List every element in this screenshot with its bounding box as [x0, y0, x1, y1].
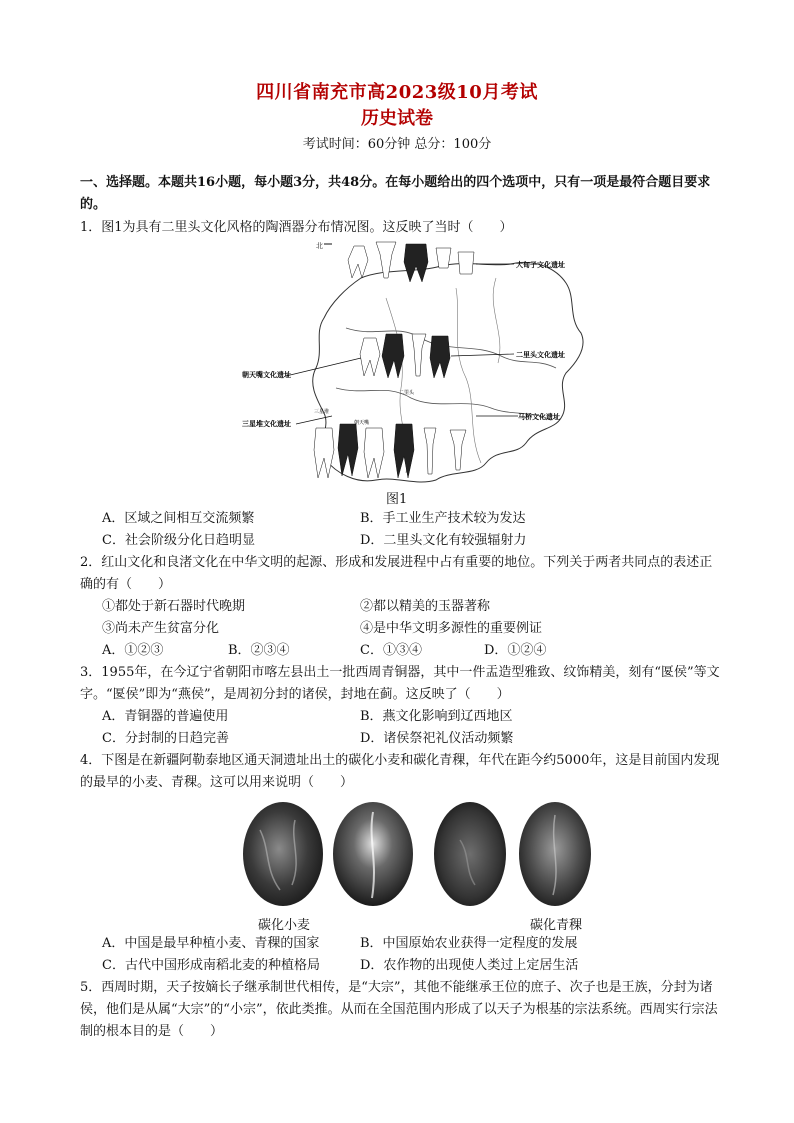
barley-caption: 碳化青稞: [530, 918, 583, 933]
q1-option-b[interactable]: B．手工业生产技术较为发达: [360, 511, 526, 526]
question-2-stem: 2．红山文化和良渚文化在中华文明的起源、形成和发展进程中占有重要的地位。下列关于两者共同点的表述正确的有（ ）: [80, 555, 713, 592]
label-maqiao-site: 马桥文化遗址: [518, 412, 560, 421]
q2-item-3: ③尚未产生贫富分化: [102, 621, 220, 636]
figure-1-map: [236, 238, 596, 486]
q2-option-c[interactable]: C．①③④: [360, 643, 422, 658]
exam-title: 四川省南充市高2023级10月考试: [256, 82, 538, 103]
question-5-stem: 5．西周时期，天子按嫡长子继承制世代相传，是“大宗”，其他不能继承王位的庶子、次子也是王族，分封为诸侯，他们是从属“大宗”的“小宗”，依此类推。从而在全国范围内形成了以天子为根基的宗法系统。西周实行宗法制的根本目的是（ ）: [80, 980, 718, 1039]
q2-option-a[interactable]: A．①②③: [102, 643, 164, 658]
question-1-stem: 1．图1为具有二里头文化风格的陶酒器分布情况图。这反映了当时（ ）: [80, 220, 513, 235]
label-sanxingdui-site: 三星堆文化遗址: [242, 419, 291, 428]
q4-option-b[interactable]: B．中国原始农业获得一定程度的发展: [360, 936, 578, 951]
q2-option-d[interactable]: D．①②④: [484, 643, 547, 658]
figure-1-caption: 图1: [386, 492, 408, 507]
q2-item-1: ①都处于新石器时代晚期: [102, 599, 246, 614]
wheat-grain-2: [330, 800, 416, 908]
label-sanxingdui: 三星堆: [314, 409, 330, 415]
q2-item-4: ④是中华文明多源性的重要例证: [360, 621, 543, 636]
question-3-stem: 3．1955年，在今辽宁省朝阳市喀左县出土一批西周青铜器，其中一件盂造型雅致、纹饰精美，刻有“匽侯”等文字。“匽侯”即为“燕侯”，是周初分封的诸侯，封地在蓟。这反映了（ ）: [80, 665, 720, 702]
q3-option-c[interactable]: C．分封制的日趋完善: [102, 731, 229, 746]
q2-item-2: ②都以精美的玉器著称: [360, 599, 491, 614]
label-erlitou: 二里头: [399, 390, 415, 396]
question-4-stem: 4．下图是在新疆阿勒泰地区通天洞遗址出土的碳化小麦和碳化青稞，年代在距今约5000年，这是目前国内发现的最早的小麦、青稞。这可以用来说明（ ）: [80, 753, 720, 790]
q1-option-a[interactable]: A．区域之间相互交流频繁: [102, 511, 255, 526]
barley-grain-1: [430, 800, 510, 908]
label-erlitou-site: 二里头文化遗址: [516, 350, 565, 359]
north-label: 北: [316, 242, 323, 250]
exam-meta: 考试时间：60分钟 总分：100分: [302, 137, 492, 152]
q1-option-c[interactable]: C．社会阶级分化日趋明显: [102, 533, 255, 548]
q3-option-d[interactable]: D．诸侯祭祀礼仪活动频繁: [360, 731, 514, 746]
q4-option-d[interactable]: D．农作物的出现使人类过上定居生活: [360, 958, 579, 973]
exam-subtitle: 历史试卷: [361, 108, 433, 129]
q2-option-b[interactable]: B．②③④: [228, 643, 290, 658]
q3-option-a[interactable]: A．青铜器的普遍使用: [102, 709, 229, 724]
wheat-caption: 碳化小麦: [258, 918, 311, 933]
label-chaotianzui: 朝天嘴: [354, 420, 370, 426]
label-chaotianzui-site: 朝天嘴文化遗址: [242, 370, 291, 379]
barley-grain-2: [515, 800, 595, 908]
section-heading: 一、选择题。本题共16小题，每小题3分，共48分。在每小题给出的四个选项中，只有一项是最符合题目要求的。: [80, 175, 711, 212]
q1-option-d[interactable]: D．二里头文化有较强辐射力: [360, 533, 527, 548]
wheat-grain-1: [240, 800, 326, 908]
q4-option-c[interactable]: C．古代中国形成南稻北麦的种植格局: [102, 958, 320, 973]
label-dadianzi: 大甸子文化遗址: [516, 260, 565, 269]
q3-option-b[interactable]: B．燕文化影响到辽西地区: [360, 709, 513, 724]
q4-option-a[interactable]: A．中国是最早种植小麦、青稞的国家: [102, 936, 320, 951]
